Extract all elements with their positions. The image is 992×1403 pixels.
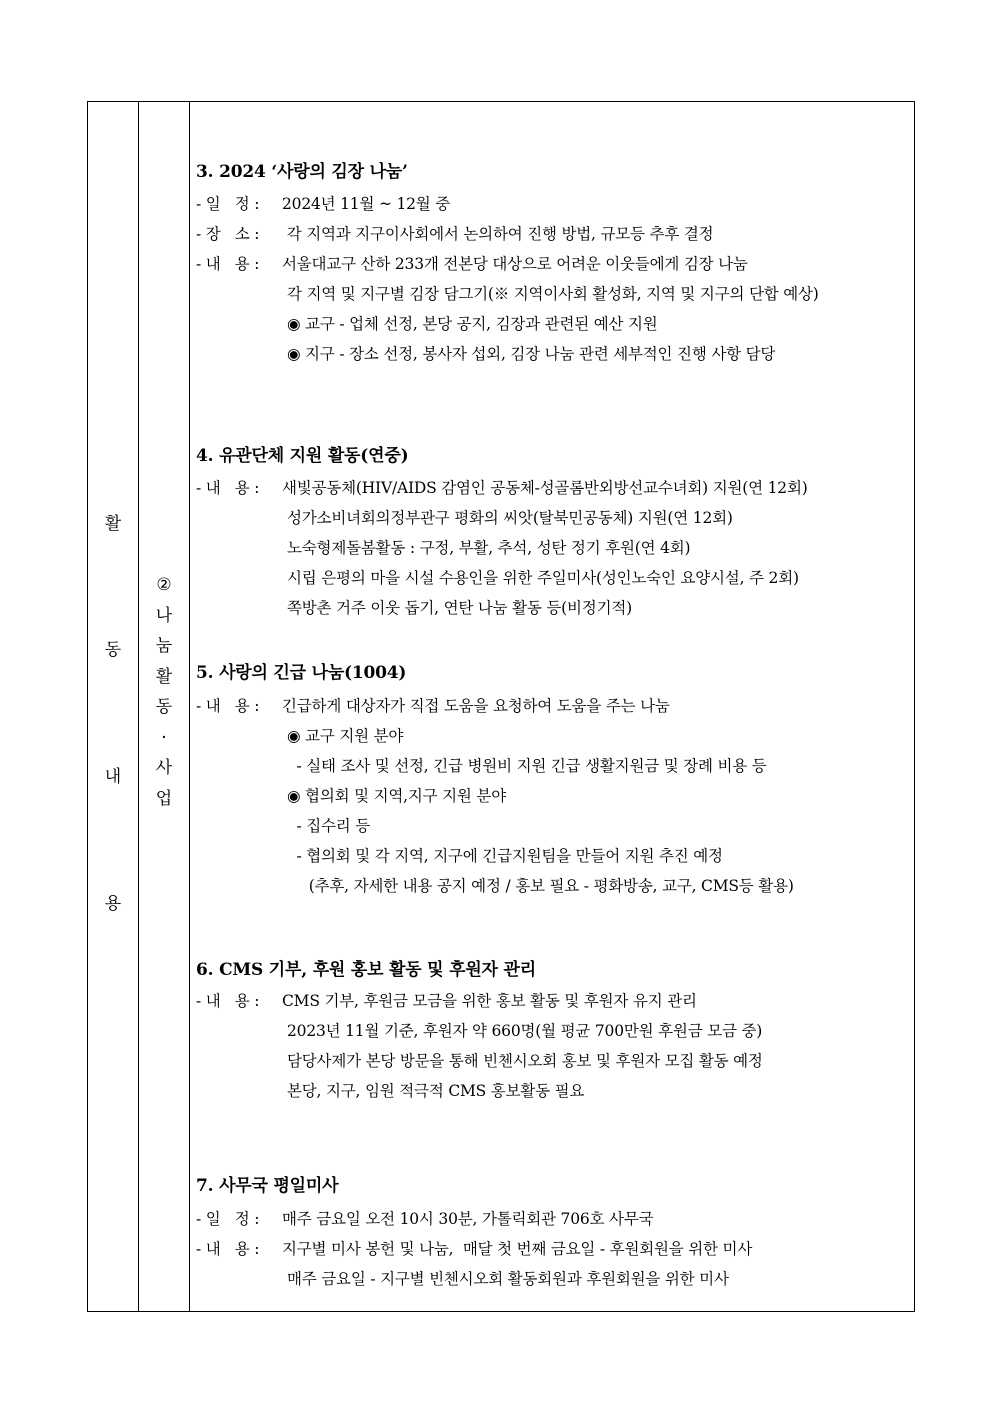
continuation-line: ◉ 교구 - 업체 선정, 본당 공지, 김장과 관련된 예산 지원: [287, 315, 658, 333]
section-label-char: 동: [104, 640, 122, 660]
row-label: - 내 용 :: [196, 1240, 264, 1258]
detail-row: [196, 194, 450, 214]
detail-row: [196, 991, 697, 1011]
continuation-line: ◉ 지구 - 장소 선정, 봉사자 섭외, 김장 나눔 관련 세부적인 진행 사항 담당: [287, 345, 776, 363]
row-label: - 일 정 :: [196, 1210, 264, 1228]
continuation-line: - 실태 조사 및 선정, 긴급 병원비 지원 긴급 생활지원금 및 장례 비용 등: [287, 757, 767, 775]
category-char: 활: [155, 666, 173, 687]
section-label-column: [88, 102, 139, 1311]
section-title: 6. CMS 기부, 후원 홍보 활동 및 후원자 관리: [196, 960, 536, 980]
row-text: 새빛공동체(HIV/AIDS 감염인 공동체-성골롬반외방선교수녀회) 지원(연 12회): [282, 479, 808, 497]
category-char: 업: [155, 788, 173, 809]
category-column: [139, 102, 190, 1311]
detail-row: [196, 1239, 752, 1259]
row-text: 서울대교구 산하 233개 전본당 대상으로 어려운 이웃들에게 김장 나눔: [282, 255, 748, 273]
row-label: - 내 용 :: [196, 255, 264, 273]
continuation-line: ◉ 협의회 및 지역,지구 지원 분야: [287, 787, 506, 805]
row-text: 지구별 미사 봉헌 및 나눔, 매달 첫 번째 금요일 - 후원회원을 위한 미사: [282, 1240, 753, 1258]
continuation-line: 담당사제가 본당 방문을 통해 빈첸시오회 홍보 및 후원자 모집 활동 예정: [287, 1052, 763, 1070]
row-text: 2024년 11월 ~ 12월 중: [282, 195, 451, 213]
section-label-char: 활: [104, 514, 122, 534]
category-char: 눔: [155, 636, 173, 656]
continuation-line: 본당, 지구, 임원 적극적 CMS 홍보활동 필요: [287, 1082, 585, 1100]
continuation-line: ◉ 교구 지원 분야: [287, 727, 404, 745]
detail-row: [196, 224, 713, 244]
activity-table: [87, 101, 915, 1312]
detail-row: [196, 254, 748, 274]
continuation-line: 각 지역 및 지구별 김장 담그기(※ 지역이사회 활성화, 지역 및 지구의 단합 예상): [287, 285, 819, 303]
row-text: CMS 기부, 후원금 모금을 위한 홍보 활동 및 후원자 유지 관리: [282, 992, 697, 1010]
continuation-line: 2023년 11월 기준, 후원자 약 660명(월 평균 700만원 후원금 모금 중): [287, 1022, 763, 1040]
category-char: 사: [155, 758, 173, 778]
row-text: 긴급하게 대상자가 직접 도움을 요청하여 도움을 주는 나눔: [282, 697, 670, 715]
section-title: 4. 유관단체 지원 활동(연중): [196, 446, 409, 466]
content-cell: [196, 102, 911, 1311]
detail-row: [196, 1209, 653, 1229]
row-label: - 내 용 :: [196, 479, 264, 497]
row-text: 매주 금요일 오전 10시 30분, 가톨릭회관 706호 사무국: [282, 1210, 654, 1228]
continuation-line: 매주 금요일 - 지구별 빈첸시오회 활동회원과 후원회원을 위한 미사: [287, 1270, 729, 1288]
continuation-line: - 협의회 및 각 지역, 지구에 긴급지원팀을 만들어 지원 추진 예정: [287, 847, 723, 865]
row-label: - 내 용 :: [196, 697, 264, 715]
row-label: - 내 용 :: [196, 992, 264, 1010]
continuation-line: 쪽방촌 거주 이웃 돕기, 연탄 나눔 활동 등(비정기적): [287, 599, 632, 617]
category-char: ②: [156, 575, 172, 595]
section-title: 5. 사랑의 긴급 나눔(1004): [196, 663, 407, 683]
row-label: - 일 정 :: [196, 195, 264, 213]
detail-row: [196, 696, 670, 716]
continuation-line: 시립 은평의 마을 시설 수용인을 위한 주일미사(성인노숙인 요양시설, 주 2회): [287, 569, 799, 587]
continuation-line: - 집수리 등: [287, 817, 371, 835]
row-label: - 장 소 :: [196, 225, 264, 243]
section-label-char: 내: [104, 767, 122, 787]
row-text: 각 지역과 지구이사회에서 논의하여 진행 방법, 규모등 추후 결정: [282, 225, 714, 243]
continuation-line: 노숙형제돌봄활동 : 구정, 부활, 추석, 성탄 정기 후원(연 4회): [287, 539, 691, 557]
section-title: 3. 2024 ‘사랑의 김장 나눔’: [196, 162, 408, 182]
continuation-line: (추후, 자세한 내용 공지 예정 / 홍보 필요 - 평화방송, 교구, CMS등 활용): [304, 877, 794, 895]
continuation-line: 성가소비녀회의정부관구 평화의 씨앗(탈북민공동체) 지원(연 12회): [287, 509, 733, 527]
section-title: 7. 사무국 평일미사: [196, 1176, 339, 1196]
category-char: 나: [155, 605, 173, 626]
category-char: 동: [155, 697, 173, 717]
category-label: [139, 570, 189, 814]
section-label-char: 용: [104, 894, 122, 914]
category-char: ·: [161, 727, 167, 748]
detail-row: [196, 478, 808, 498]
